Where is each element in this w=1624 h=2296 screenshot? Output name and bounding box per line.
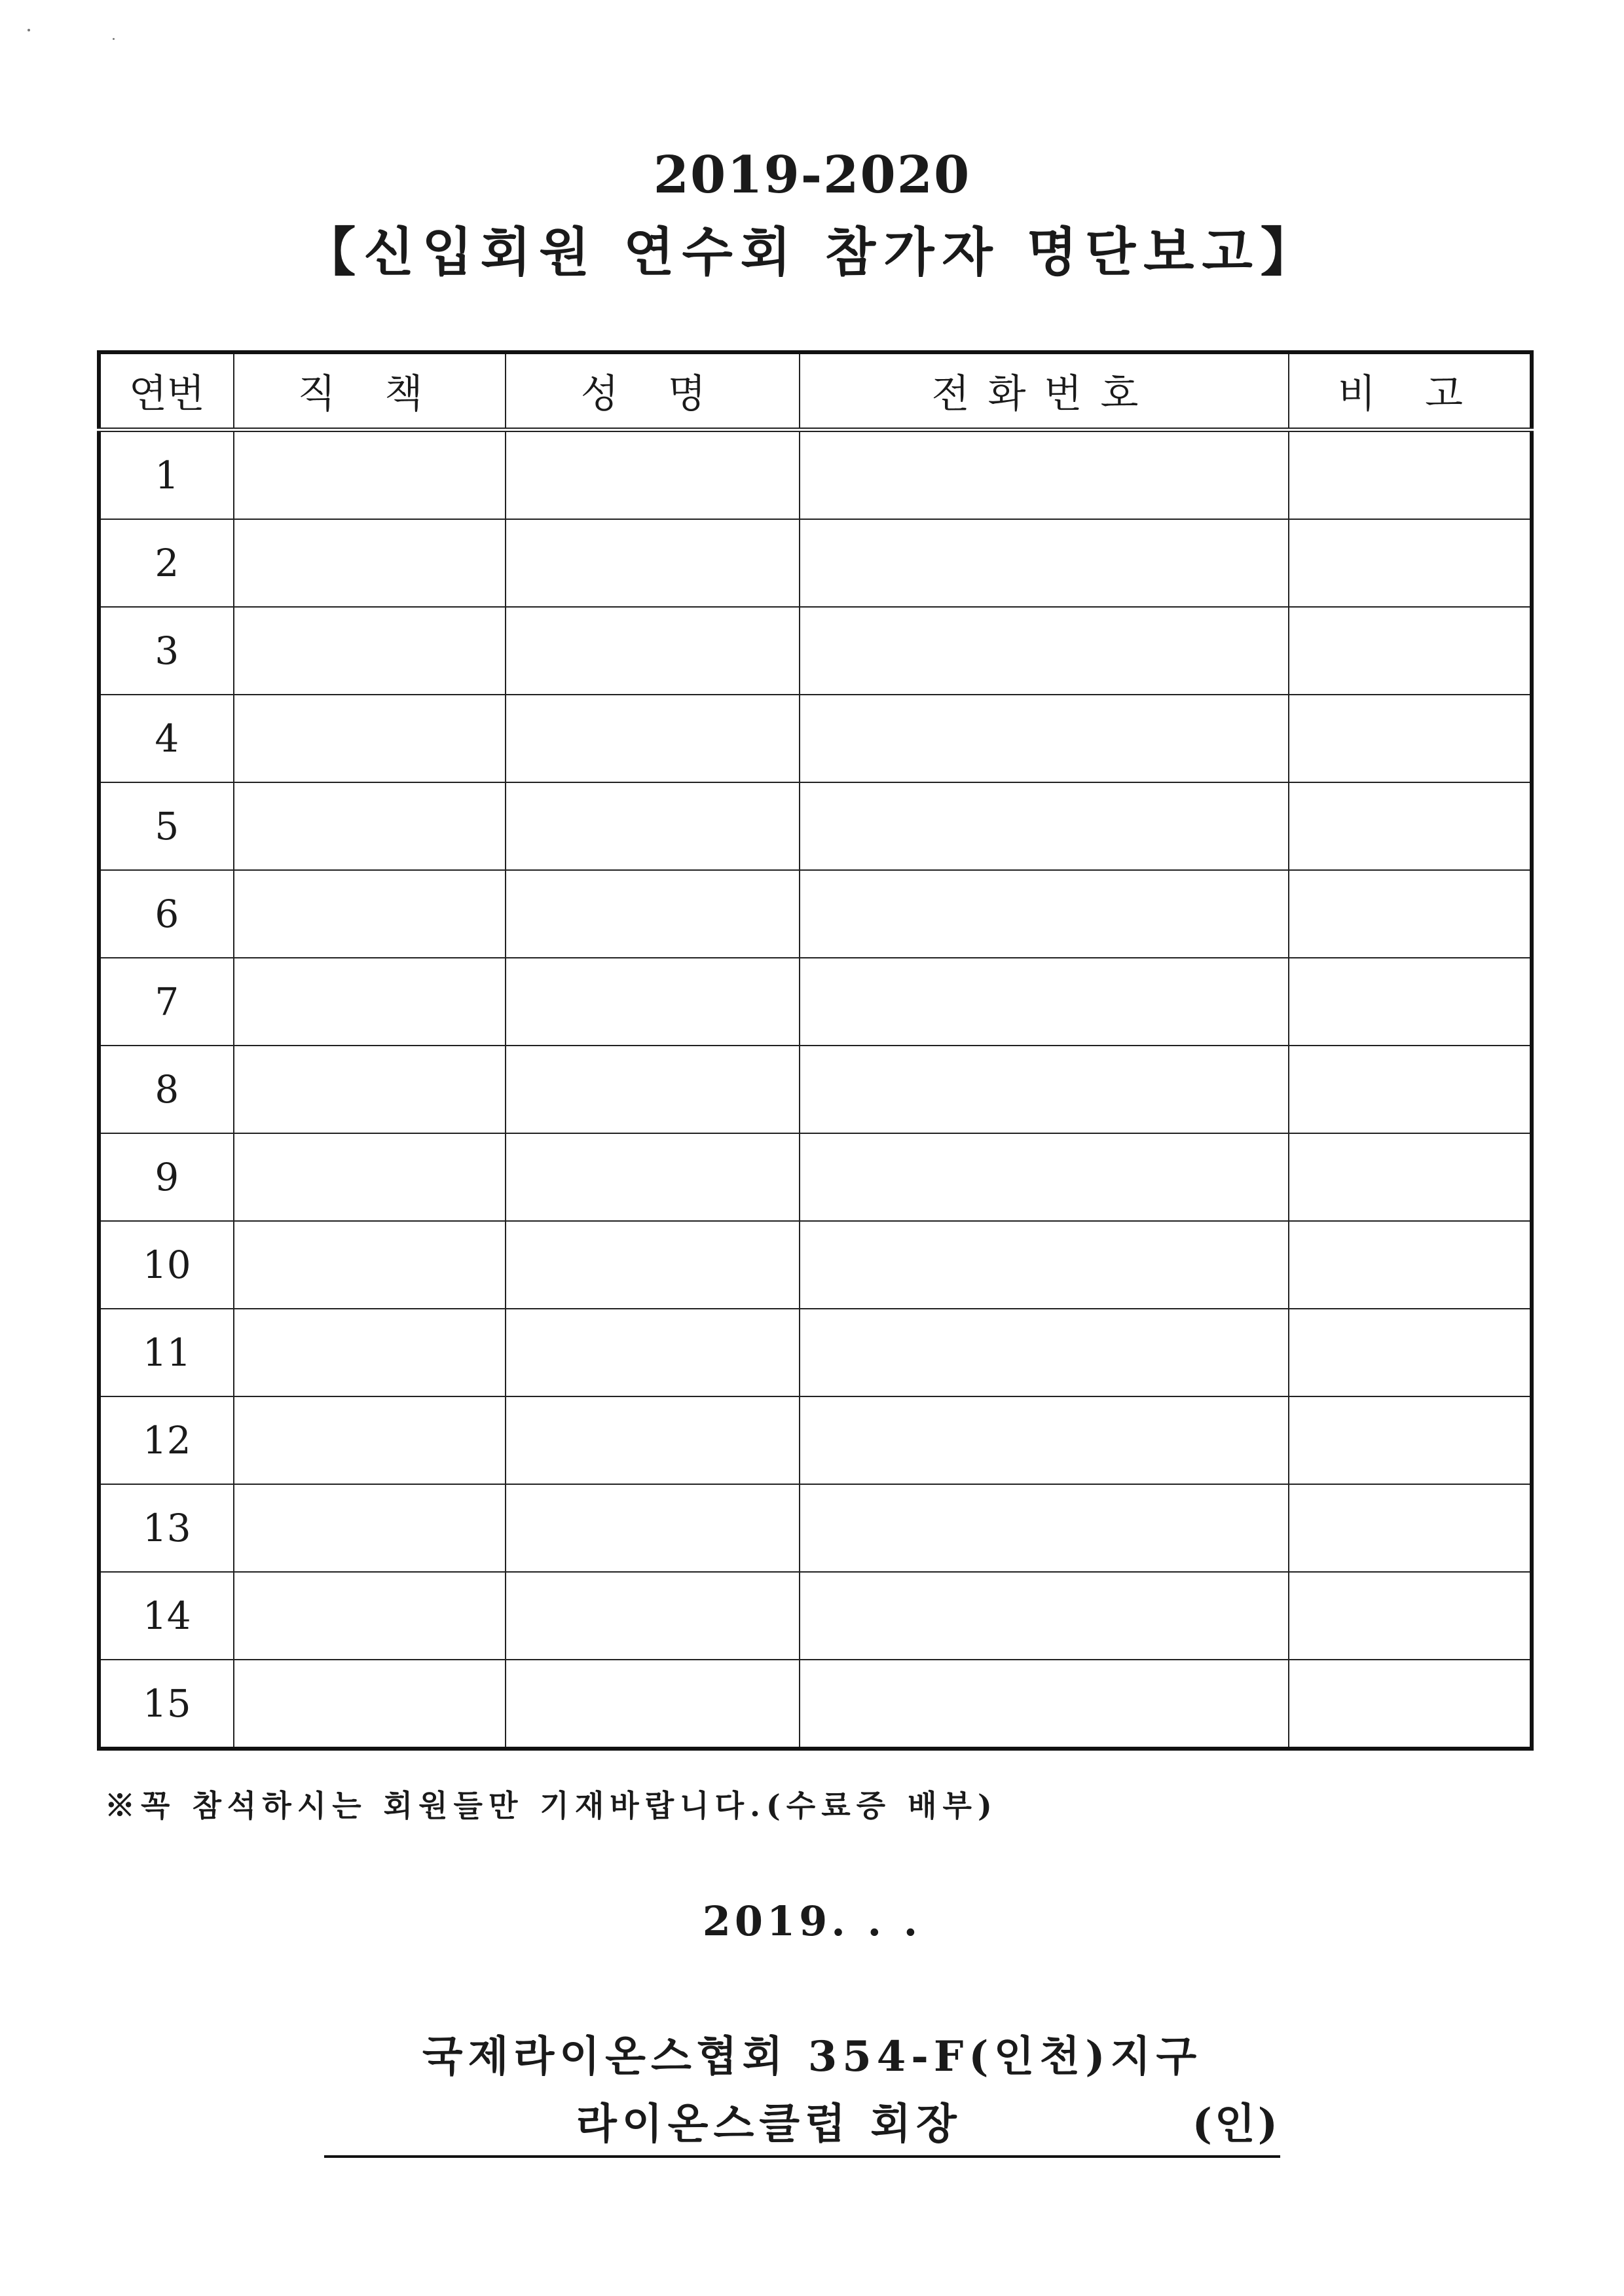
phone-cell[interactable] bbox=[800, 1133, 1289, 1221]
position-cell[interactable] bbox=[234, 958, 506, 1046]
position-cell[interactable] bbox=[234, 870, 506, 958]
column-header-number: 연번 bbox=[99, 352, 234, 430]
position-cell[interactable] bbox=[234, 1309, 506, 1396]
title-year-range: 2019-2020 bbox=[653, 145, 971, 205]
table-row bbox=[99, 430, 1532, 520]
table-row bbox=[99, 519, 1532, 607]
position-cell[interactable] bbox=[234, 1046, 506, 1133]
name-cell[interactable] bbox=[506, 1309, 800, 1396]
row-number: 8 bbox=[99, 1046, 234, 1133]
phone-cell[interactable] bbox=[800, 695, 1289, 782]
column-header-remarks: 비 고 bbox=[1289, 352, 1532, 430]
table-row bbox=[99, 1046, 1532, 1133]
position-cell[interactable] bbox=[234, 1572, 506, 1660]
position-cell[interactable] bbox=[234, 1221, 506, 1309]
table-row bbox=[99, 607, 1532, 695]
row-number: 14 bbox=[99, 1572, 234, 1660]
remarks-cell[interactable] bbox=[1289, 1484, 1532, 1572]
phone-cell[interactable] bbox=[800, 1572, 1289, 1660]
table-row bbox=[99, 870, 1532, 958]
row-number: 11 bbox=[99, 1309, 234, 1396]
name-cell[interactable] bbox=[506, 519, 800, 607]
table-row bbox=[99, 1133, 1532, 1221]
row-number: 4 bbox=[99, 695, 234, 782]
name-cell[interactable] bbox=[506, 1396, 800, 1484]
name-cell[interactable] bbox=[506, 782, 800, 870]
row-number: 13 bbox=[99, 1484, 234, 1572]
position-cell[interactable] bbox=[234, 607, 506, 695]
column-header-phone: 전화번호 bbox=[800, 352, 1289, 430]
row-number: 15 bbox=[99, 1660, 234, 1749]
remarks-cell[interactable] bbox=[1289, 607, 1532, 695]
table-row bbox=[99, 695, 1532, 782]
seal-mark: (인) bbox=[1192, 2100, 1280, 2149]
table-header-row bbox=[99, 352, 1532, 430]
phone-cell[interactable] bbox=[800, 519, 1289, 607]
remarks-cell[interactable] bbox=[1289, 1396, 1532, 1484]
row-number: 6 bbox=[99, 870, 234, 958]
row-number: 9 bbox=[99, 1133, 234, 1221]
remarks-cell[interactable] bbox=[1289, 870, 1532, 958]
table-row bbox=[99, 782, 1532, 870]
phone-cell[interactable] bbox=[800, 1660, 1289, 1749]
name-cell[interactable] bbox=[506, 1133, 800, 1221]
remarks-cell[interactable] bbox=[1289, 519, 1532, 607]
phone-cell[interactable] bbox=[800, 607, 1289, 695]
table-row bbox=[99, 1572, 1532, 1660]
table-row bbox=[99, 1660, 1532, 1749]
phone-cell[interactable] bbox=[800, 1396, 1289, 1484]
remarks-cell[interactable] bbox=[1289, 958, 1532, 1046]
scan-speck bbox=[28, 29, 30, 31]
row-number: 10 bbox=[99, 1221, 234, 1309]
remarks-cell[interactable] bbox=[1289, 1221, 1532, 1309]
position-cell[interactable] bbox=[234, 1396, 506, 1484]
phone-cell[interactable] bbox=[800, 1046, 1289, 1133]
signature-line bbox=[324, 2095, 1280, 2158]
name-cell[interactable] bbox=[506, 870, 800, 958]
column-header-name: 성 명 bbox=[506, 352, 800, 430]
name-cell[interactable] bbox=[506, 430, 800, 520]
row-number: 7 bbox=[99, 958, 234, 1046]
phone-cell[interactable] bbox=[800, 782, 1289, 870]
position-cell[interactable] bbox=[234, 1660, 506, 1749]
phone-cell[interactable] bbox=[800, 1484, 1289, 1572]
position-cell[interactable] bbox=[234, 430, 506, 520]
remarks-cell[interactable] bbox=[1289, 782, 1532, 870]
name-cell[interactable] bbox=[506, 1572, 800, 1660]
phone-cell[interactable] bbox=[800, 870, 1289, 958]
table-row bbox=[99, 1309, 1532, 1396]
club-president-label: 라이온스클럽 회장 bbox=[576, 2100, 962, 2149]
remarks-cell[interactable] bbox=[1289, 1046, 1532, 1133]
participant-roster-table bbox=[97, 350, 1534, 1751]
name-cell[interactable] bbox=[506, 695, 800, 782]
row-number: 1 bbox=[99, 430, 234, 520]
row-number: 5 bbox=[99, 782, 234, 870]
name-cell[interactable] bbox=[506, 607, 800, 695]
scan-speck bbox=[113, 38, 115, 40]
name-cell[interactable] bbox=[506, 1660, 800, 1749]
page-title: 【신입회원 연수회 참가자 명단보고】 bbox=[303, 221, 1321, 283]
position-cell[interactable] bbox=[234, 782, 506, 870]
remarks-cell[interactable] bbox=[1289, 1660, 1532, 1749]
remarks-cell[interactable] bbox=[1289, 695, 1532, 782]
position-cell[interactable] bbox=[234, 695, 506, 782]
table-row bbox=[99, 1221, 1532, 1309]
name-cell[interactable] bbox=[506, 1484, 800, 1572]
report-date: 2019. . . bbox=[702, 1897, 922, 1945]
remarks-cell[interactable] bbox=[1289, 1309, 1532, 1396]
row-number: 12 bbox=[99, 1396, 234, 1484]
row-number: 3 bbox=[99, 607, 234, 695]
name-cell[interactable] bbox=[506, 958, 800, 1046]
name-cell[interactable] bbox=[506, 1221, 800, 1309]
position-cell[interactable] bbox=[234, 519, 506, 607]
column-header-position: 직 책 bbox=[234, 352, 506, 430]
organization-name: 국제라이온스협회 354-F(인천)지구 bbox=[422, 2032, 1202, 2081]
name-cell[interactable] bbox=[506, 1046, 800, 1133]
phone-cell[interactable] bbox=[800, 430, 1289, 520]
phone-cell[interactable] bbox=[800, 958, 1289, 1046]
position-cell[interactable] bbox=[234, 1133, 506, 1221]
phone-cell[interactable] bbox=[800, 1221, 1289, 1309]
table-row bbox=[99, 1396, 1532, 1484]
row-number: 2 bbox=[99, 519, 234, 607]
remarks-cell[interactable] bbox=[1289, 430, 1532, 520]
remarks-cell[interactable] bbox=[1289, 1572, 1532, 1660]
table-row bbox=[99, 1484, 1532, 1572]
phone-cell[interactable] bbox=[800, 1309, 1289, 1396]
attendance-note: ※꼭 참석하시는 회원들만 기재바랍니다.(수료증 배부) bbox=[105, 1788, 998, 1823]
table-row bbox=[99, 958, 1532, 1046]
remarks-cell[interactable] bbox=[1289, 1133, 1532, 1221]
position-cell[interactable] bbox=[234, 1484, 506, 1572]
